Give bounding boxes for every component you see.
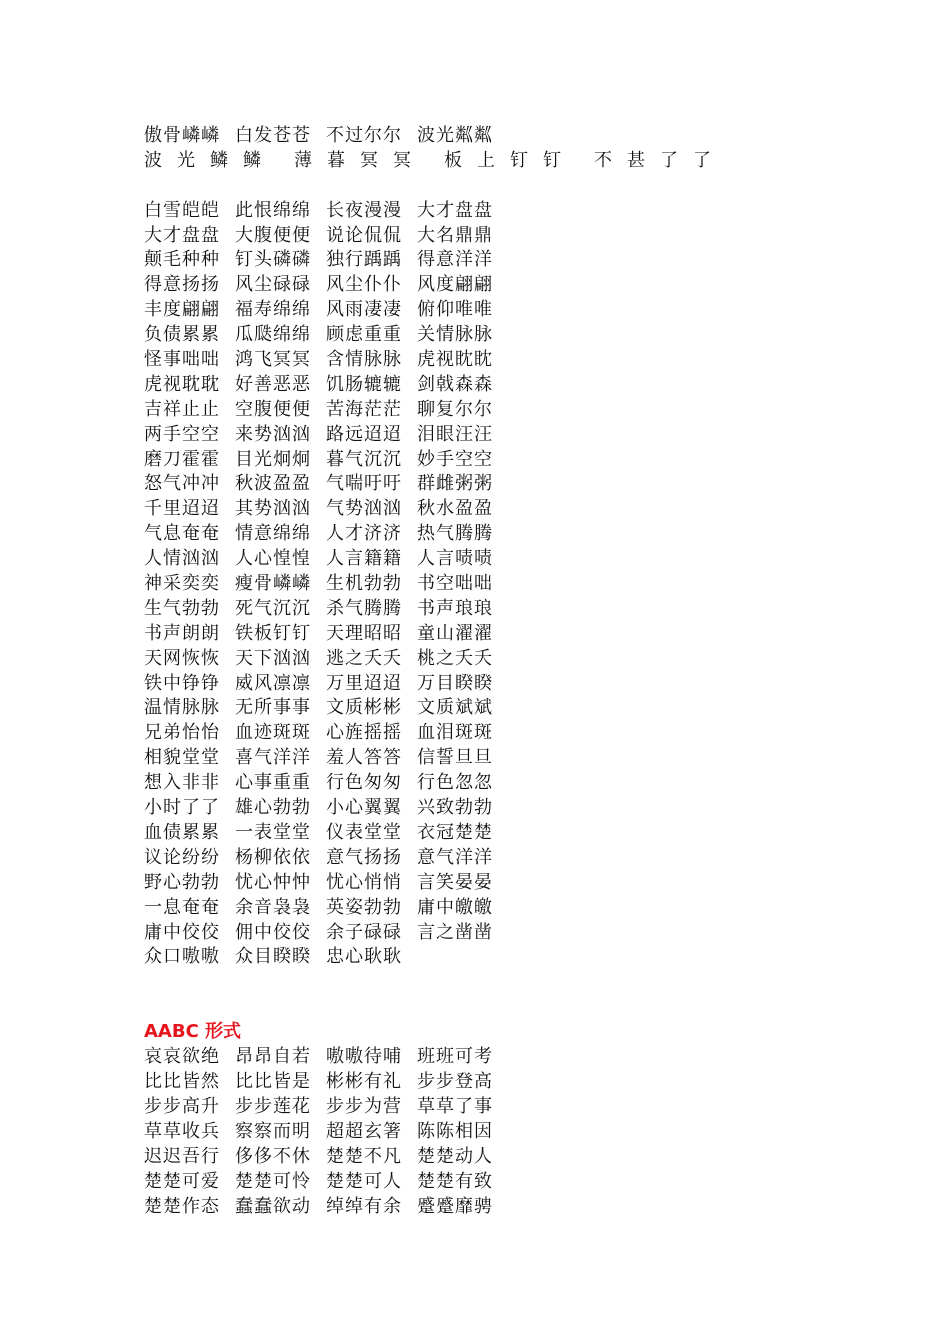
idiom-word: 来势汹汹 [235, 423, 311, 445]
idiom-word: 铁板钉钉 [235, 622, 311, 644]
idiom-row [144, 373, 904, 398]
idiom-word: 关情脉脉 [417, 324, 493, 346]
idiom-row [144, 522, 904, 547]
idiom-word: 独行踽踽 [326, 249, 402, 271]
idiom-word: 楚楚动人 [417, 1145, 493, 1167]
idiom-word: 傲骨嶙嶙 [144, 125, 220, 146]
idiom-row [144, 224, 904, 249]
idiom-row [144, 248, 904, 273]
idiom-word: 空腹便便 [235, 398, 311, 420]
idiom-word: 威风凛凛 [235, 672, 311, 694]
idiom-word: 意气扬扬 [326, 846, 402, 868]
idiom-row [144, 323, 904, 348]
idiom-row [144, 796, 904, 821]
idiom-row [144, 771, 904, 796]
idiom-word: 忠心耿耿 [326, 946, 402, 968]
abb-idiom-list [144, 199, 904, 971]
idiom-word: 其势汹汹 [235, 498, 311, 520]
idiom-word: 人情汹汹 [144, 548, 220, 570]
idiom-word: 比比皆然 [144, 1071, 220, 1093]
idiom-word: 侈侈不休 [235, 1145, 311, 1167]
idiom-word: 两手空空 [144, 423, 220, 445]
idiom-word: 兴致勃勃 [417, 797, 493, 819]
idiom-row [144, 1120, 904, 1145]
idiom-row [144, 423, 904, 448]
idiom-word: 此恨绵绵 [235, 199, 311, 221]
idiom-word: 顾虑重重 [326, 324, 402, 346]
idiom-word: 杀气腾腾 [326, 597, 402, 619]
idiom-word: 楚楚作态 [144, 1195, 220, 1217]
idiom-word: 颠毛种种 [144, 249, 220, 271]
idiom-word: 天网恢恢 [144, 647, 220, 669]
idiom-word: 文质彬彬 [326, 697, 402, 719]
idiom-word: 怪事咄咄 [144, 349, 220, 371]
idiom-word: 一表堂堂 [235, 821, 311, 843]
idiom-word: 大名鼎鼎 [417, 224, 493, 246]
idiom-word: 步步莲花 [235, 1095, 311, 1117]
idiom-word: 英姿勃勃 [326, 896, 402, 918]
idiom-word: 好善恶恶 [235, 373, 311, 395]
idiom-word: 虎视耽耽 [144, 373, 220, 395]
idiom-word: 虎视眈眈 [417, 349, 493, 371]
idiom-word: 庸中皦皦 [417, 896, 493, 918]
idiom-word: 一息奄奄 [144, 896, 220, 918]
idiom-word: 福寿绵绵 [235, 299, 311, 321]
idiom-word: 庸中佼佼 [144, 921, 220, 943]
idiom-word: 忧心悄悄 [326, 871, 402, 893]
idiom-word: 波光鳞鳞 [144, 149, 276, 171]
idiom-row [144, 472, 904, 497]
idiom-word: 秋波盈盈 [235, 473, 311, 495]
idiom-word: 风雨凄凄 [326, 299, 402, 321]
idiom-word: 大腹便便 [235, 224, 311, 246]
intro-section [144, 124, 904, 149]
idiom-word: 余子碌碌 [326, 921, 402, 943]
idiom-word: 仪表堂堂 [326, 821, 402, 843]
idiom-word: 步步为营 [326, 1095, 402, 1117]
idiom-word: 书声朗朗 [144, 622, 220, 644]
idiom-word: 草草了事 [417, 1095, 493, 1117]
idiom-word: 楚楚可怜 [235, 1170, 311, 1192]
idiom-word: 大才盘盘 [417, 199, 493, 221]
idiom-word: 众口嗷嗷 [144, 946, 220, 968]
idiom-word: 生气勃勃 [144, 597, 220, 619]
idiom-word: 气息奄奄 [144, 523, 220, 545]
idiom-word: 书空咄咄 [417, 573, 493, 595]
idiom-row [144, 448, 904, 473]
idiom-word: 心旌摇摇 [326, 722, 402, 744]
idiom-row [144, 1195, 904, 1220]
idiom-row [144, 497, 904, 522]
idiom-word: 人言啧啧 [417, 548, 493, 570]
idiom-word: 楚楚有致 [417, 1170, 493, 1192]
idiom-word: 草草收兵 [144, 1120, 220, 1142]
idiom-word: 不甚了了 [594, 149, 726, 171]
idiom-word: 哀哀欲绝 [144, 1046, 220, 1068]
idiom-row [144, 746, 904, 771]
idiom-word: 得意洋洋 [417, 249, 493, 271]
idiom-row [144, 622, 904, 647]
idiom-row [144, 696, 904, 721]
idiom-word: 人心惶惶 [235, 548, 311, 570]
idiom-word: 群雌粥粥 [417, 473, 493, 495]
idiom-word: 蠢蠢欲动 [235, 1195, 311, 1217]
idiom-word: 野心勃勃 [144, 871, 220, 893]
idiom-row [144, 846, 904, 871]
idiom-word: 钉头磷磷 [235, 249, 311, 271]
idiom-word: 书声琅琅 [417, 597, 493, 619]
idiom-word: 万目睽睽 [417, 672, 493, 694]
spacer [144, 174, 904, 199]
idiom-word: 天理昭昭 [326, 622, 402, 644]
idiom-word: 血泪斑斑 [417, 722, 493, 744]
spacer [144, 970, 904, 1020]
idiom-word: 白发苍苍 [235, 125, 311, 146]
idiom-row [144, 398, 904, 423]
idiom-word: 蹙蹙靡骋 [417, 1195, 493, 1217]
idiom-word: 信誓旦旦 [417, 747, 493, 769]
idiom-word: 气喘吁吁 [326, 473, 402, 495]
idiom-word: 死气沉沉 [235, 597, 311, 619]
idiom-word: 血债累累 [144, 821, 220, 843]
idiom-word: 人才济济 [326, 523, 402, 545]
idiom-word: 得意扬扬 [144, 274, 220, 296]
idiom-word: 吉祥止止 [144, 398, 220, 420]
idiom-word: 喜气洋洋 [235, 747, 311, 769]
idiom-word: 暮气沉沉 [326, 448, 402, 470]
idiom-row [144, 1045, 904, 1070]
idiom-word: 羞人答答 [326, 747, 402, 769]
idiom-row [144, 572, 904, 597]
idiom-word: 波光粼粼 [417, 125, 493, 146]
idiom-word: 路远迢迢 [326, 423, 402, 445]
idiom-word: 嗷嗷待哺 [326, 1046, 402, 1068]
idiom-word: 察察而明 [235, 1120, 311, 1142]
idiom-word: 人言籍籍 [326, 548, 402, 570]
idiom-word: 衣冠楚楚 [417, 821, 493, 843]
idiom-row [144, 647, 904, 672]
idiom-word: 小时了了 [144, 797, 220, 819]
idiom-word: 不过尔尔 [326, 125, 402, 146]
idiom-word: 俯仰唯唯 [417, 299, 493, 321]
idiom-word: 风尘碌碌 [235, 274, 311, 296]
idiom-row [144, 273, 904, 298]
idiom-word: 含情脉脉 [326, 349, 402, 371]
idiom-word: 行色匆匆 [326, 772, 402, 794]
idiom-word: 迟迟吾行 [144, 1145, 220, 1167]
idiom-word: 绰绰有余 [326, 1195, 402, 1217]
idiom-word: 佣中佼佼 [235, 921, 311, 943]
idiom-word: 大才盘盘 [144, 224, 220, 246]
aabc-section-heading: AABC 形式 [144, 1021, 242, 1043]
idiom-word: 童山濯濯 [417, 622, 493, 644]
idiom-row [144, 547, 904, 572]
idiom-word: 想入非非 [144, 772, 220, 794]
idiom-word: 瓜瓞绵绵 [235, 324, 311, 346]
idiom-word: 薄暮冥冥 [294, 149, 426, 171]
idiom-word: 言之凿凿 [417, 921, 493, 943]
idiom-row [144, 1070, 904, 1095]
idiom-word: 文质斌斌 [417, 697, 493, 719]
idiom-word: 雄心勃勃 [235, 797, 311, 819]
idiom-word: 铁中铮铮 [144, 672, 220, 694]
idiom-word: 秋水盈盈 [417, 498, 493, 520]
aabc-idiom-list [144, 1045, 904, 1219]
idiom-row [144, 298, 904, 323]
idiom-word: 目光炯炯 [235, 448, 311, 470]
idiom-row [144, 597, 904, 622]
idiom-word: 聊复尔尔 [417, 398, 493, 420]
idiom-word: 情意绵绵 [235, 523, 311, 545]
idiom-word: 昂昂自若 [235, 1046, 311, 1068]
idiom-row [144, 124, 904, 149]
idiom-word: 生机勃勃 [326, 573, 402, 595]
idiom-word: 丰度翩翩 [144, 299, 220, 321]
idiom-word: 血迹斑斑 [235, 722, 311, 744]
idiom-word: 无所事事 [235, 697, 311, 719]
idiom-word: 神采奕奕 [144, 573, 220, 595]
idiom-word: 步步登高 [417, 1071, 493, 1093]
idiom-word: 忧心忡忡 [235, 871, 311, 893]
idiom-word: 楚楚可人 [326, 1170, 402, 1192]
idiom-word: 楚楚可爱 [144, 1170, 220, 1192]
idiom-row [144, 1095, 904, 1120]
idiom-row [144, 871, 904, 896]
idiom-word: 气势汹汹 [326, 498, 402, 520]
idiom-word: 意气洋洋 [417, 846, 493, 868]
idiom-word: 天下汹汹 [235, 647, 311, 669]
idiom-row [144, 896, 904, 921]
idiom-word: 行色忽忽 [417, 772, 493, 794]
document-page [144, 124, 904, 1219]
idiom-word: 风度翩翩 [417, 274, 493, 296]
idiom-word: 班班可考 [417, 1046, 493, 1068]
idiom-word: 彬彬有礼 [326, 1071, 402, 1093]
idiom-word: 风尘仆仆 [326, 274, 402, 296]
idiom-word: 言笑晏晏 [417, 871, 493, 893]
spaced-idiom-row [144, 149, 904, 174]
idiom-word: 陈陈相因 [417, 1120, 493, 1142]
idiom-row [144, 821, 904, 846]
idiom-word: 板上钉钉 [444, 149, 576, 171]
idiom-word: 步步高升 [144, 1095, 220, 1117]
idiom-word: 热气腾腾 [417, 523, 493, 545]
idiom-word: 心事重重 [235, 772, 311, 794]
idiom-word: 白雪皑皑 [144, 199, 220, 221]
idiom-row [144, 721, 904, 746]
idiom-word: 剑戟森森 [417, 373, 493, 395]
idiom-word: 长夜漫漫 [326, 199, 402, 221]
idiom-word: 议论纷纷 [144, 846, 220, 868]
idiom-word: 小心翼翼 [326, 797, 402, 819]
idiom-row [144, 945, 904, 970]
idiom-word: 万里迢迢 [326, 672, 402, 694]
idiom-word: 比比皆是 [235, 1071, 311, 1093]
idiom-word: 说论侃侃 [326, 224, 402, 246]
idiom-word: 负债累累 [144, 324, 220, 346]
idiom-word: 磨刀霍霍 [144, 448, 220, 470]
idiom-word: 怒气冲冲 [144, 473, 220, 495]
idiom-row [144, 672, 904, 697]
idiom-word: 相貌堂堂 [144, 747, 220, 769]
idiom-word: 楚楚不凡 [326, 1145, 402, 1167]
idiom-row [144, 348, 904, 373]
idiom-word: 饥肠辘辘 [326, 373, 402, 395]
idiom-word: 千里迢迢 [144, 498, 220, 520]
idiom-word: 瘦骨嶙嶙 [235, 573, 311, 595]
idiom-word: 超超玄箸 [326, 1120, 402, 1142]
idiom-word: 妙手空空 [417, 448, 493, 470]
idiom-row [144, 921, 904, 946]
idiom-row [144, 1145, 904, 1170]
idiom-row [144, 199, 904, 224]
idiom-word: 杨柳依依 [235, 846, 311, 868]
idiom-word: 温情脉脉 [144, 697, 220, 719]
idiom-row [144, 1170, 904, 1195]
idiom-word: 泪眼汪汪 [417, 423, 493, 445]
idiom-word: 鸿飞冥冥 [235, 349, 311, 371]
idiom-word: 众目睽睽 [235, 946, 311, 968]
idiom-word: 逃之夭夭 [326, 647, 402, 669]
idiom-word: 桃之夭夭 [417, 647, 493, 669]
idiom-word: 苦海茫茫 [326, 398, 402, 420]
idiom-word: 兄弟怡怡 [144, 722, 220, 744]
idiom-word: 余音袅袅 [235, 896, 311, 918]
